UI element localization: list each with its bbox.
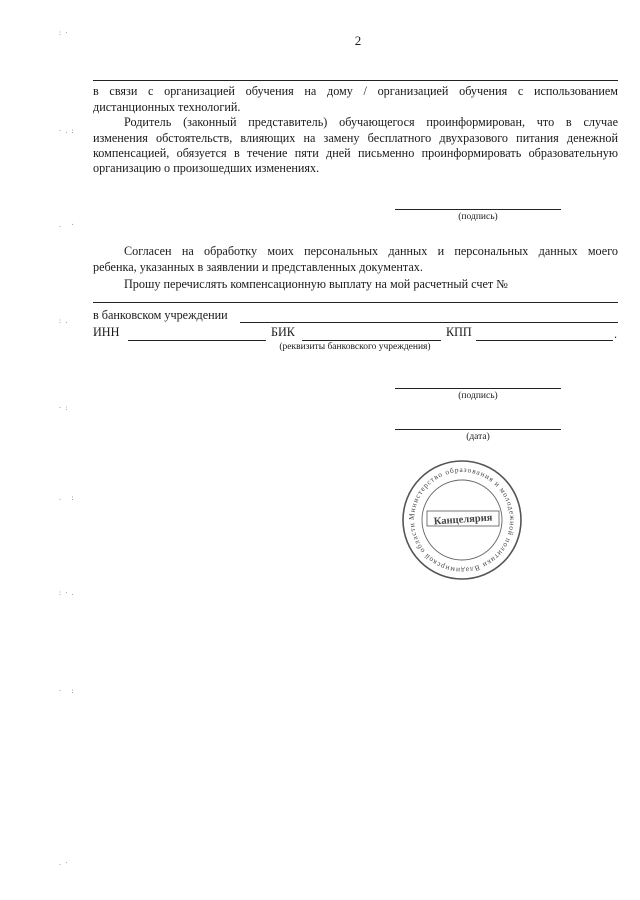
scan-speck: ·.: [58, 127, 77, 135]
stamp-center-text: Канцелярия [433, 512, 493, 528]
scan-speck: . · [58, 221, 77, 229]
scan-speck: :. [58, 317, 71, 325]
bik-line [302, 340, 441, 341]
page-number: 2 [354, 33, 362, 48]
kpp-line [476, 340, 613, 341]
consent-line-1: Согласен на обработку моих персональных данных и персональных данных моего [124, 244, 618, 258]
date-caption: (дата) [466, 432, 490, 442]
kpp-trailing-dot: . [614, 327, 618, 341]
inn-line [128, 340, 266, 341]
scan-speck: ·: [58, 404, 71, 412]
paragraph-2-line-3: компенсацией, обязуется в течение пяти дней письменно проинформировать образовательную [93, 146, 618, 160]
bank-institution-line [240, 322, 618, 323]
signature-line-2 [395, 388, 561, 389]
payment-request: Прошу перечислять компенсационную выплату на мой расчетный счет № [124, 277, 508, 291]
bik-label: БИК [271, 325, 295, 339]
paragraph-1-line-2: дистанционных технологий. [93, 100, 241, 114]
inn-label: ИНН [93, 325, 120, 339]
scan-speck: .· [58, 859, 71, 867]
paragraph-1-line-1: в связи с организацией обучения на дому / организацией обучения с использованием [93, 84, 618, 98]
paragraph-2-line-1: Родитель (законный представитель) обучающегося проинформирован, что в случае [124, 115, 618, 129]
signature-caption-1: (подпись) [458, 212, 498, 222]
scan-speck: :· [58, 29, 71, 37]
paragraph-2-line-4: организацию о произошедших изменениях. [93, 161, 320, 175]
bank-requisites-caption: (реквизиты банковского учреждения) [279, 342, 431, 352]
consent-line-2: ребенка, указанных в заявлении и представленных документах. [93, 260, 423, 274]
scan-speck: :·. [58, 589, 77, 597]
scan-speck: · : [58, 687, 77, 695]
date-line [395, 429, 561, 430]
official-stamp [400, 458, 524, 582]
scan-speck: . : [58, 494, 77, 502]
signature-caption-2: (подпись) [458, 391, 498, 401]
kpp-label: КПП [446, 325, 472, 339]
stamp-outer-text: Министерство образования и молодежной политики Владимирской области [406, 464, 518, 576]
paragraph-2-line-2: изменения обстоятельств, влияющих на замену бесплатного двухразового питания денежной [93, 131, 618, 145]
account-number-line [93, 302, 618, 303]
bank-institution-label: в банковском учреждении [93, 308, 228, 322]
signature-line-1 [395, 209, 561, 210]
top-rule [93, 80, 618, 81]
